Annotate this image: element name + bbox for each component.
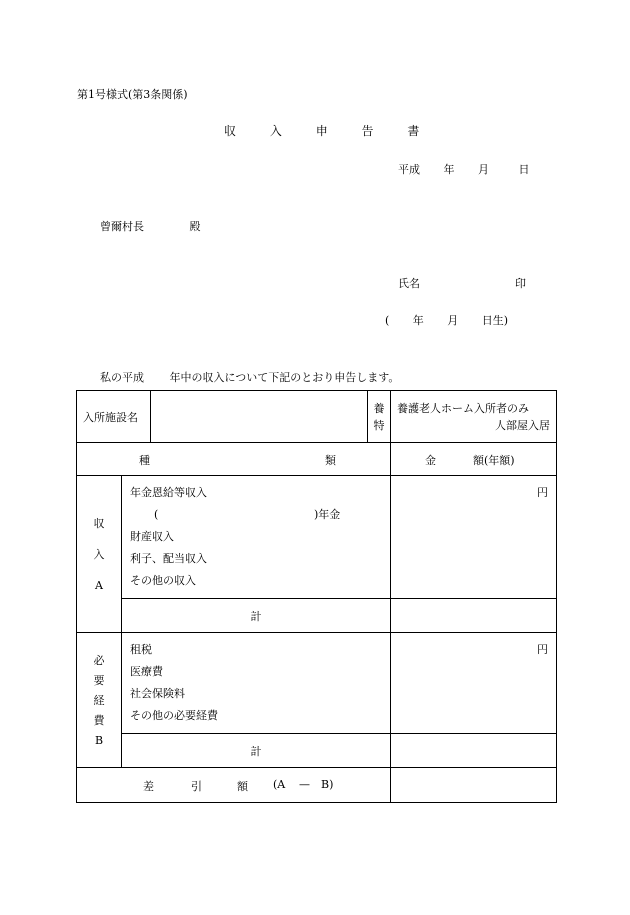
amount-label-2: 額(年額) [473,454,515,467]
expense-side-char: 費 [93,713,105,727]
statement-part2: 年中の収入について下記のとおり申告します。 [169,371,400,384]
expense-item: その他の必要経費 [130,709,218,722]
kind-label-1: 種 [139,454,150,467]
date-day: 日 [518,163,530,176]
income-side-char: A [95,578,103,592]
income-subtotal-field[interactable] [391,599,557,633]
income-subtotal-label-cell [122,599,391,633]
diff-label-1: 差 [143,780,154,793]
title-char: 書 [407,124,420,138]
title-char: 申 [315,124,328,138]
expense-side-char: 経 [93,693,105,707]
facility-name-field[interactable] [151,391,368,443]
special-label-2: 特 [373,418,385,432]
income-items-cell [122,476,391,599]
birth-day: 日生) [481,314,509,327]
facility-label: 入所施設名 [83,410,138,424]
statement [100,369,399,385]
title-char: 入 [269,124,282,138]
income-item: 年金恩給等収入 [130,486,207,499]
amount-label-1: 金 [425,454,436,467]
expense-item: 租税 [130,643,152,656]
diff-label-3: 額 [237,780,248,793]
expense-side-char: B [94,733,104,747]
title-char: 告 [361,124,374,138]
expense-subtotal-label: 計 [250,744,262,758]
kind-header [77,443,391,476]
income-side-label [77,476,122,633]
date-era: 平成 [398,163,420,176]
income-yen-unit: 円 [537,486,548,499]
date-month: 月 [478,163,489,176]
birth-year: 年 [412,314,424,327]
special-note-cell [391,391,557,443]
pension-paren-close: )年金 [314,508,341,521]
statement-part1: 私の平成 [100,371,144,384]
title-char: 収 [224,124,237,138]
income-side-char: 入 [93,547,105,561]
date-year: 年 [443,163,455,176]
income-declaration-table [76,390,557,803]
income-item: 利子、配当収入 [130,552,207,565]
special-label-cell [368,391,391,443]
expense-yen-unit: 円 [537,643,548,656]
income-item: その他の収入 [130,574,196,587]
diff-formula-2: — [299,778,310,791]
facility-label-cell [77,391,151,443]
pension-paren-open: ( [154,508,159,521]
income-side-char: 収 [93,516,105,530]
applicant-name-label: 氏名 [398,277,420,290]
diff-formula-1: (A [273,778,286,791]
expense-item: 医療費 [130,665,163,678]
expense-item: 社会保険料 [130,687,185,700]
seal-label: 印 [515,277,526,290]
diff-label-2: 引 [191,780,202,793]
income-subtotal-label: 計 [250,609,262,623]
amount-header [391,443,557,476]
special-line1: 養護老人ホーム入所者のみ [397,401,529,415]
date-line [398,161,530,177]
special-label-1: 養 [373,401,385,415]
kind-label-2: 類 [325,454,336,467]
expense-amount-field[interactable] [391,633,557,734]
expense-side-char: 必 [93,653,105,667]
special-line2: 人部屋入居 [495,418,550,432]
form-number: 第1号様式(第3条関係) [77,88,188,101]
difference-amount-field[interactable] [391,768,557,803]
diff-formula-3: B) [321,778,334,791]
income-amount-field[interactable] [391,476,557,599]
addressee-name: 曾爾村長 [100,220,144,233]
birth-open: ( [385,314,390,327]
document-title [224,122,419,139]
difference-label-cell [77,768,391,803]
income-item: 財産収入 [130,530,174,543]
expense-side-char: 要 [93,673,105,687]
addressee-honorific: 殿 [189,220,201,233]
expense-side-label [77,633,122,768]
expense-subtotal-field[interactable] [391,734,557,768]
birth-month: 月 [447,314,459,327]
expense-items-cell [122,633,391,734]
expense-subtotal-label-cell [122,734,391,768]
pension-type-line [130,504,390,526]
birth-date-line [385,312,508,328]
addressee [100,218,201,234]
